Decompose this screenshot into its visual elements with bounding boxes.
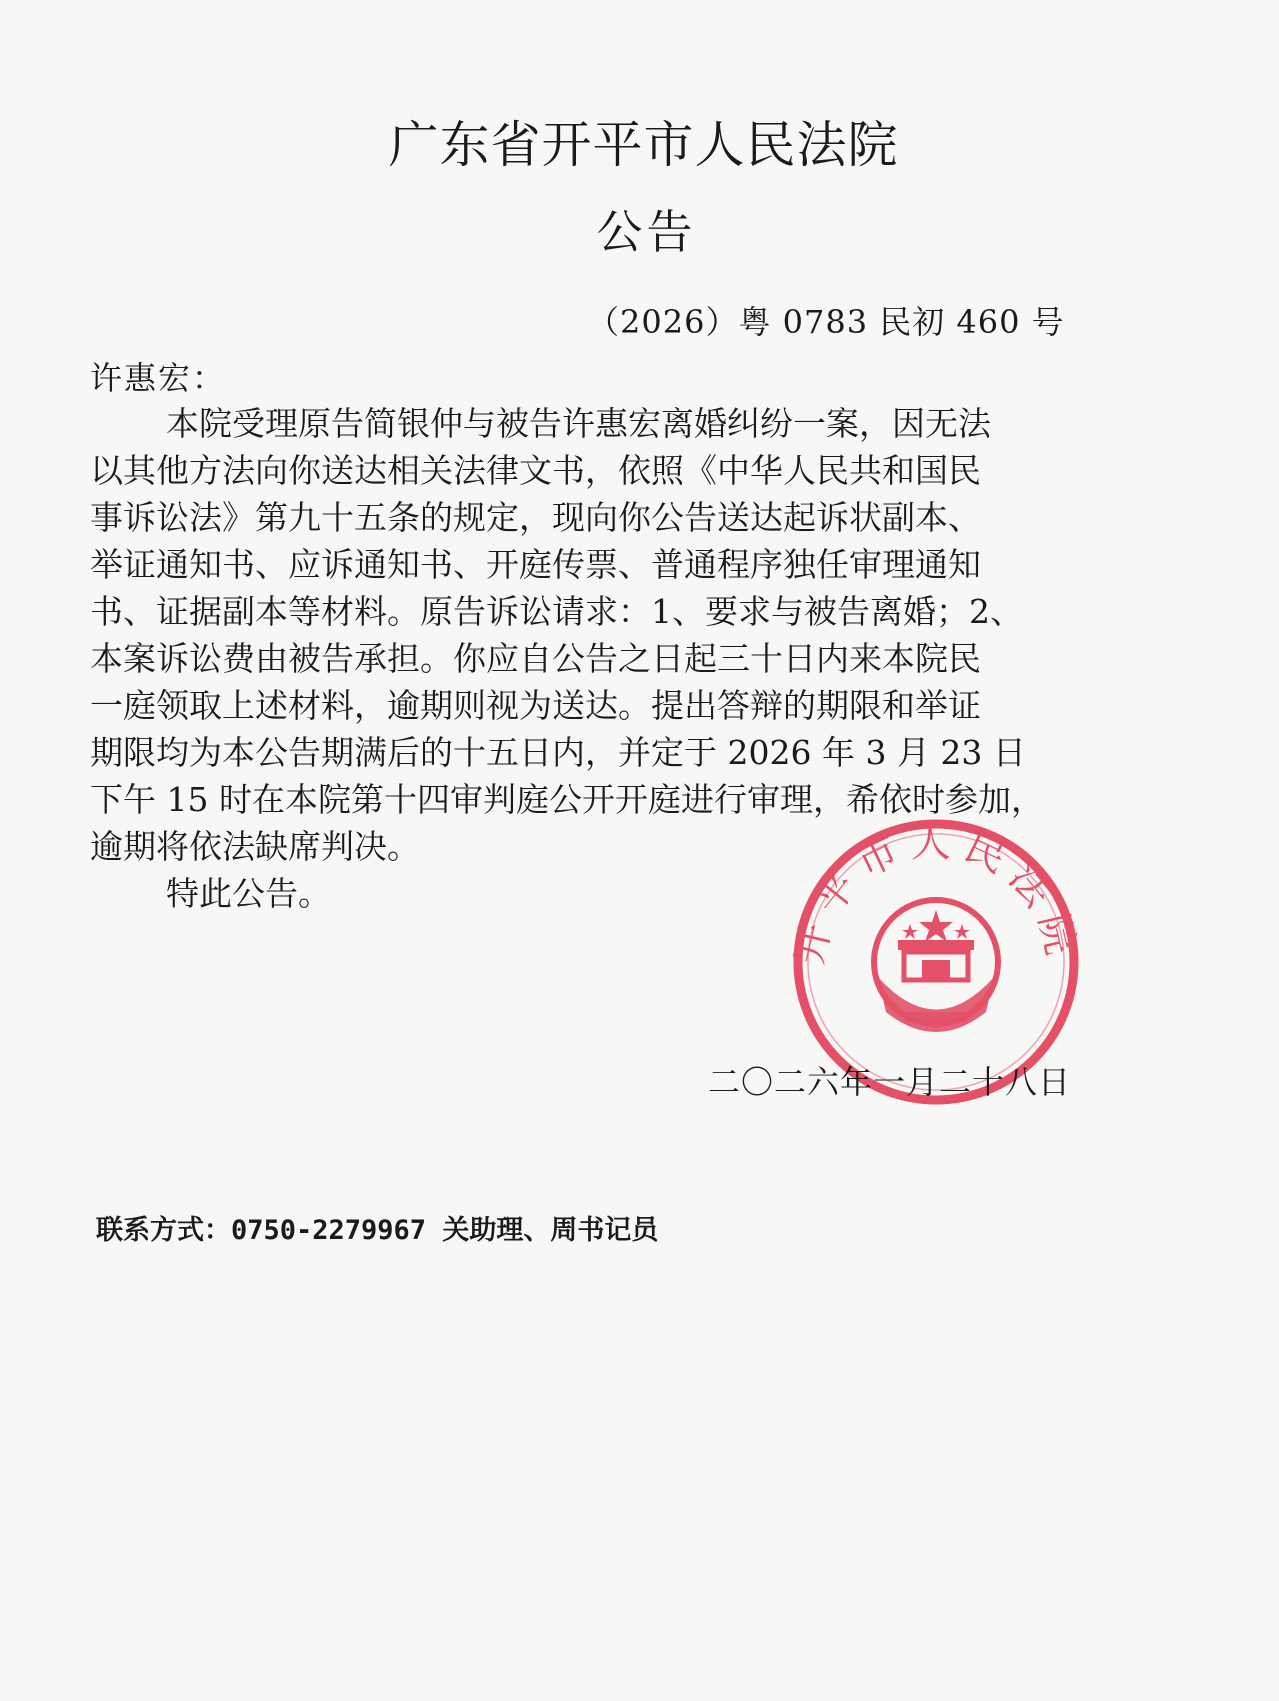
seal-text: 开平市人民法院 <box>786 819 1086 969</box>
body-line: 下午 15 时在本院第十四审判庭公开开庭进行审理，希依时参加， <box>90 780 1044 819</box>
body-line: 本院受理原告简银仲与被告许惠宏离婚纠纷一案，因无法 <box>166 404 991 443</box>
contact-info: 联系方式：0750-2279967 关助理、周书记员 <box>96 1215 659 1246</box>
document-type-title: 公告 <box>596 205 697 259</box>
body-line: 一庭领取上述材料，逾期则视为送达。提出答辩的期限和举证 <box>90 686 981 725</box>
body-line: 本案诉讼费由被告承担。你应自公告之日起三十日内来本院民 <box>90 639 981 678</box>
closing-line: 特此公告。 <box>166 874 331 913</box>
body-line: 逾期将依法缺席判决。 <box>90 827 420 866</box>
addressee: 许惠宏： <box>90 359 227 397</box>
court-name-title: 广东省开平市人民法院 <box>388 116 899 174</box>
body-line: 举证通知书、应诉通知书、开庭传票、普通程序独任审理通知 <box>90 545 981 584</box>
body-line: 事诉讼法》第九十五条的规定，现向你公告送达起诉状副本、 <box>90 498 981 537</box>
body-line: 书、证据副本等材料。原告诉讼请求：1、要求与被告离婚；2、 <box>90 592 1023 631</box>
national-emblem-icon <box>874 900 998 1032</box>
body-line: 以其他方法向你送达相关法律文书，依照《中华人民共和国民 <box>90 451 981 490</box>
body-line: 期限均为本公告期满后的十五日内，并定于 2026 年 3 月 23 日 <box>90 733 1026 772</box>
case-number: （2026）粤 0783 民初 460 号 <box>587 303 1065 341</box>
issue-date: 二〇二六年一月二十八日 <box>708 1063 1072 1101</box>
